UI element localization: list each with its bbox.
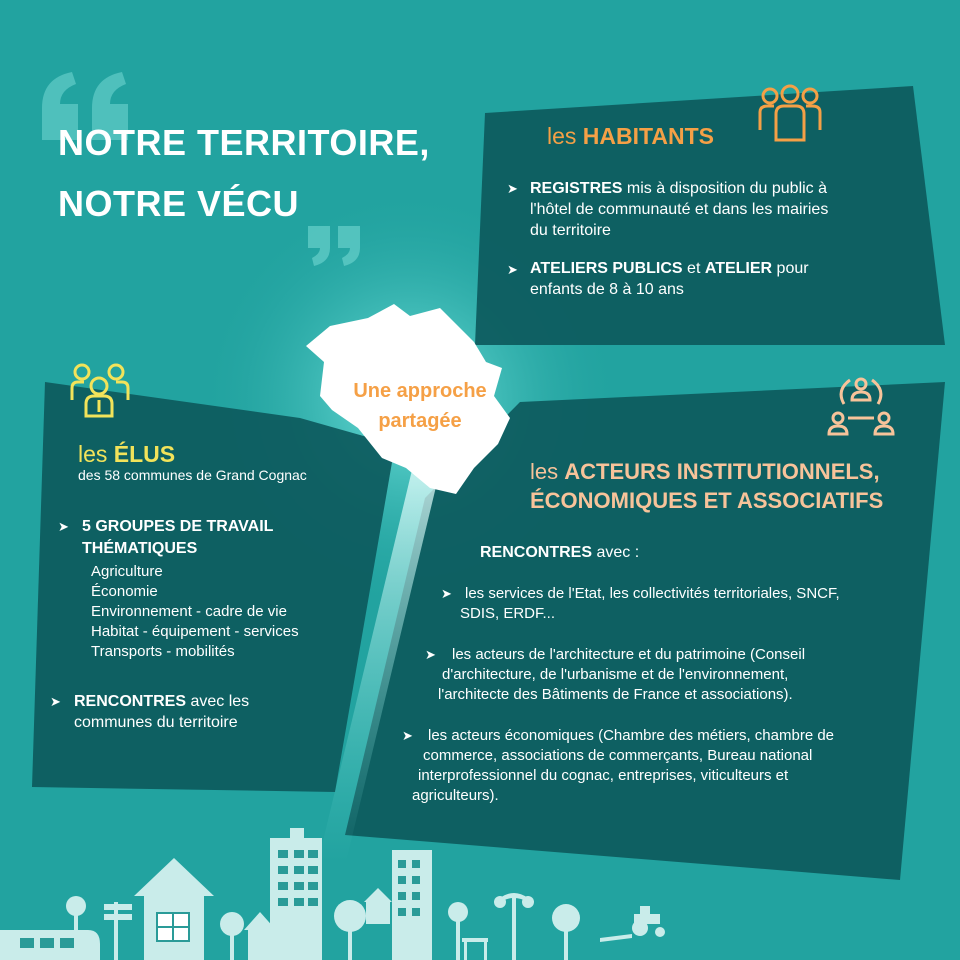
habitants-item-2-bold-2: ATELIER — [704, 260, 773, 277]
acteurs-item-2 — [438, 645, 806, 705]
acteurs-meetings-bold: RENCONTRES — [480, 544, 593, 561]
habitants-title: HABITANTS — [582, 123, 714, 149]
center-label-line-1: Une approche — [353, 380, 487, 402]
page-title-line-2: NOTRE VÉCU — [58, 183, 300, 224]
people-group-icon — [756, 80, 824, 146]
habitants-item-2-bold-1: ATELIERS PUBLICS — [530, 260, 683, 277]
habitants-item-1 — [530, 178, 828, 241]
elus-meetings-text: avec les — [186, 693, 250, 710]
city-skyline-icon — [0, 820, 960, 960]
habitants-item-1-line-2: l'hôtel de communauté et dans les mairies — [530, 201, 829, 218]
habitants-item-1-bold: REGISTRES — [530, 180, 623, 197]
elus-heading — [78, 441, 175, 468]
elus-group-item: Habitat - équipement - services — [91, 623, 299, 640]
habitants-prefix: les — [547, 123, 583, 149]
elus-meetings-line-2: communes du territoire — [74, 714, 238, 731]
elus-group-item: Agriculture — [91, 563, 163, 580]
habitants-item-2-text: pour — [772, 260, 809, 277]
elus-subtitle: des 58 communes de Grand Cognac — [78, 467, 307, 483]
habitants-heading — [547, 123, 714, 150]
bullet-arrow-icon: ➤ — [50, 694, 61, 709]
acteurs-item-1 — [460, 584, 840, 624]
acteurs-item-3-line: les acteurs économiques (Chambre des métiers, chambre de — [428, 727, 835, 744]
quote-close-icon — [304, 222, 368, 268]
acteurs-item-2-line: d'architecture, de l'urbanisme et de l'environnement, — [442, 666, 789, 683]
bullet-arrow-icon: ➤ — [402, 728, 413, 743]
acteurs-item-3 — [412, 726, 835, 806]
bullet-arrow-icon: ➤ — [425, 647, 436, 662]
acteurs-heading — [530, 457, 883, 515]
page-title-line-1: NOTRE TERRITOIRE, — [58, 122, 430, 163]
acteurs-item-1-line: les services de l'Etat, les collectivités territoriales, SNCF, — [465, 585, 840, 602]
center-label-line-2: partagée — [378, 410, 462, 432]
elus-prefix: les — [78, 441, 114, 467]
bullet-arrow-icon: ➤ — [507, 181, 518, 196]
elus-group-item: Transports - mobilités — [91, 643, 235, 660]
acteurs-item-3-line: commerce, associations de commerçants, Bureau national — [423, 747, 813, 764]
acteurs-meetings-text: avec : — [592, 544, 640, 561]
habitants-item-1-text: mis à disposition du public à — [622, 180, 828, 197]
elus-meetings-bold: RENCONTRES — [74, 693, 187, 710]
center-label — [330, 376, 510, 436]
acteurs-item-2-line: les acteurs de l'architecture et du patrimoine (Conseil — [452, 646, 806, 663]
elus-groups-list — [91, 562, 299, 662]
elus-groups-heading-line-1: 5 GROUPES DE TRAVAIL — [82, 518, 274, 535]
elus-groups-heading — [82, 516, 273, 560]
elus-group-icon — [68, 360, 132, 420]
habitants-item-1-line-3: du territoire — [530, 222, 611, 239]
acteurs-item-3-line: agriculteurs). — [412, 787, 499, 804]
acteurs-title-line-2: ÉCONOMIQUES ET ASSOCIATIFS — [530, 488, 884, 513]
acteurs-item-1-line: SDIS, ERDF... — [460, 605, 556, 622]
elus-groups-heading-line-2: THÉMATIQUES — [82, 540, 198, 557]
habitants-item-2-line-2: enfants de 8 à 10 ans — [530, 281, 684, 298]
elus-group-item: Économie — [91, 583, 158, 600]
bullet-arrow-icon: ➤ — [507, 262, 518, 277]
acteurs-item-3-line: interprofessionnel du cognac, entreprises, viticulteurs et — [418, 767, 789, 784]
acteurs-item-2-line: l'architecte des Bâtiments de France et associations). — [438, 686, 793, 703]
elus-group-item: Environnement - cadre de vie — [91, 603, 287, 620]
bullet-arrow-icon: ➤ — [58, 519, 69, 534]
elus-meetings — [74, 691, 249, 733]
elus-title: ÉLUS — [113, 441, 176, 467]
habitants-item-2 — [530, 258, 809, 300]
acteurs-title-line-1: ACTEURS INSTITUTIONNELS, — [564, 459, 880, 484]
acteurs-meetings — [480, 542, 639, 563]
habitants-item-2-mid: et — [682, 260, 705, 277]
bullet-arrow-icon: ➤ — [441, 586, 452, 601]
acteurs-prefix: les — [530, 459, 565, 484]
network-people-icon — [826, 372, 896, 442]
